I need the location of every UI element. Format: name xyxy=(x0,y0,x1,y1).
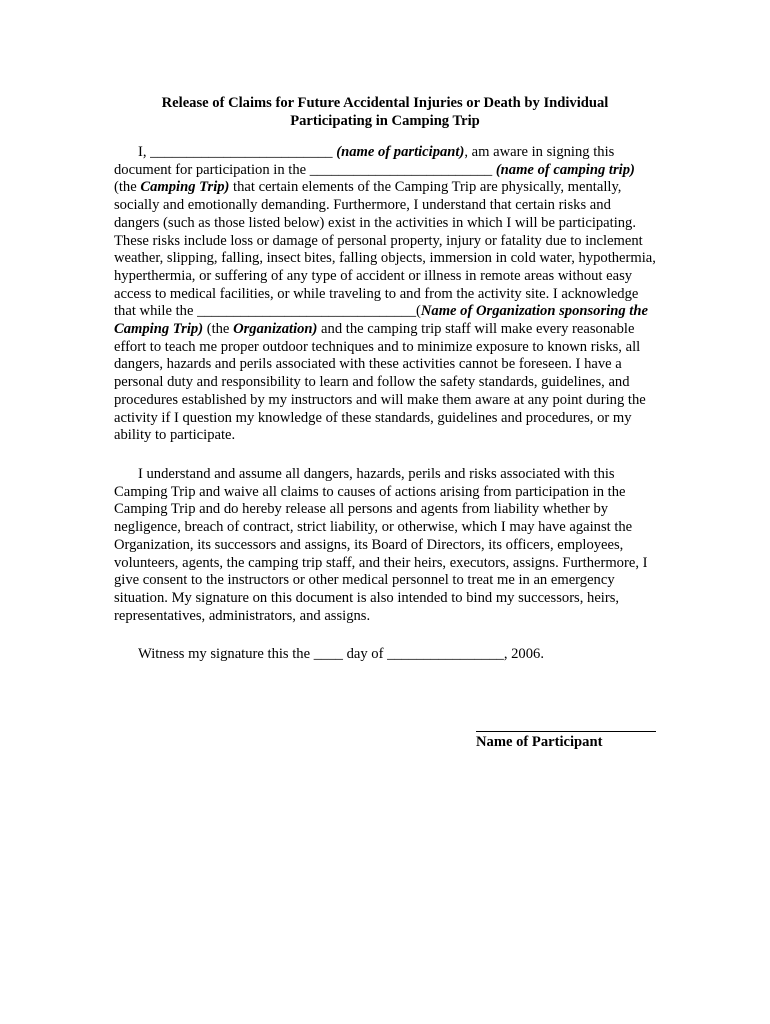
p2-text: I understand and assume all dangers, hazards, perils and risks associated with this Camping Trip and waive all claims to causes of actions arising from participation in the Camping Trip and do hereby release all persons and agents from liability whether by negligence, breach of contract, strict liability, or otherwise, which I may have against the Organization, its successors and assigns, its Board of Directors, its officers, employees, volunteers, agents, the camping trip staff, and their heirs, executors, assigns. Furthermore, I give consent to the instructors or other medical personnel to treat me in an emergency situation. My signature on this document is also intended to bind my successors, heirs, representatives, administrators, and assigns. xyxy=(114,466,648,624)
p3-text: Witness my signature this the ____ day of ________________, 2006. xyxy=(138,646,544,662)
document-title xyxy=(100,94,670,130)
title-line-1: Release of Claims for Future Accidental Injuries or Death by Individual xyxy=(161,95,609,111)
camping-trip-term: Camping Trip) xyxy=(140,179,230,196)
p1-text-4: that certain elements of the Camping Trip are physically, mentally, socially and emotionally demanding. Furthermore, I understand that certain risks and dangers (such as those listed below) exist in the activities in which I will be participating. These risks include loss or damage of personal property, injury or fatality due to inclement weather, slipping, falling, insect bites, falling objects, immersion in cold water, hypothermia, hyperthermia, or suffering of any type of accident or illness in remote areas without easy access to medical facilities, or while traveling to and from the activity site. I acknowledge that while the ______________________________( xyxy=(114,179,656,320)
paragraph-release xyxy=(114,466,656,625)
p1-text-1: I, _________________________ xyxy=(138,144,337,160)
title-line-2: Participating in Camping Trip xyxy=(290,113,480,129)
paragraph-witness xyxy=(114,646,656,664)
paragraph-awareness xyxy=(114,144,656,445)
organization-term: Organization) xyxy=(233,321,318,338)
name-of-camping-trip-label: (name of camping trip) xyxy=(495,161,635,178)
p1-text-5: (the xyxy=(203,321,234,338)
name-of-participant-label: (name of participant) xyxy=(336,144,465,160)
p1-text-3: (the xyxy=(114,179,141,196)
signature-label: Name of Participant xyxy=(476,734,603,750)
signature-line xyxy=(476,731,656,732)
p1-text-2: , am aware in signing this document for participation in the _________________________ xyxy=(114,144,615,178)
p1-text-6: and the camping trip staff will make every reasonable effort to teach me proper outdoor techniques and to minimize exposure to known risks, all dangers, hazards and perils associated with these activities cannot be foreseen. I have a personal duty and responsibility to learn and follow the safety standards, guidelines, and procedures established by my instructors and will make them aware at any point during the activity if I question my knowledge of these standards, guidelines and procedures, or my ability to participate. xyxy=(114,321,646,444)
name-of-organization-label: Name of Organization sponsoring the Camping Trip) xyxy=(114,303,648,338)
